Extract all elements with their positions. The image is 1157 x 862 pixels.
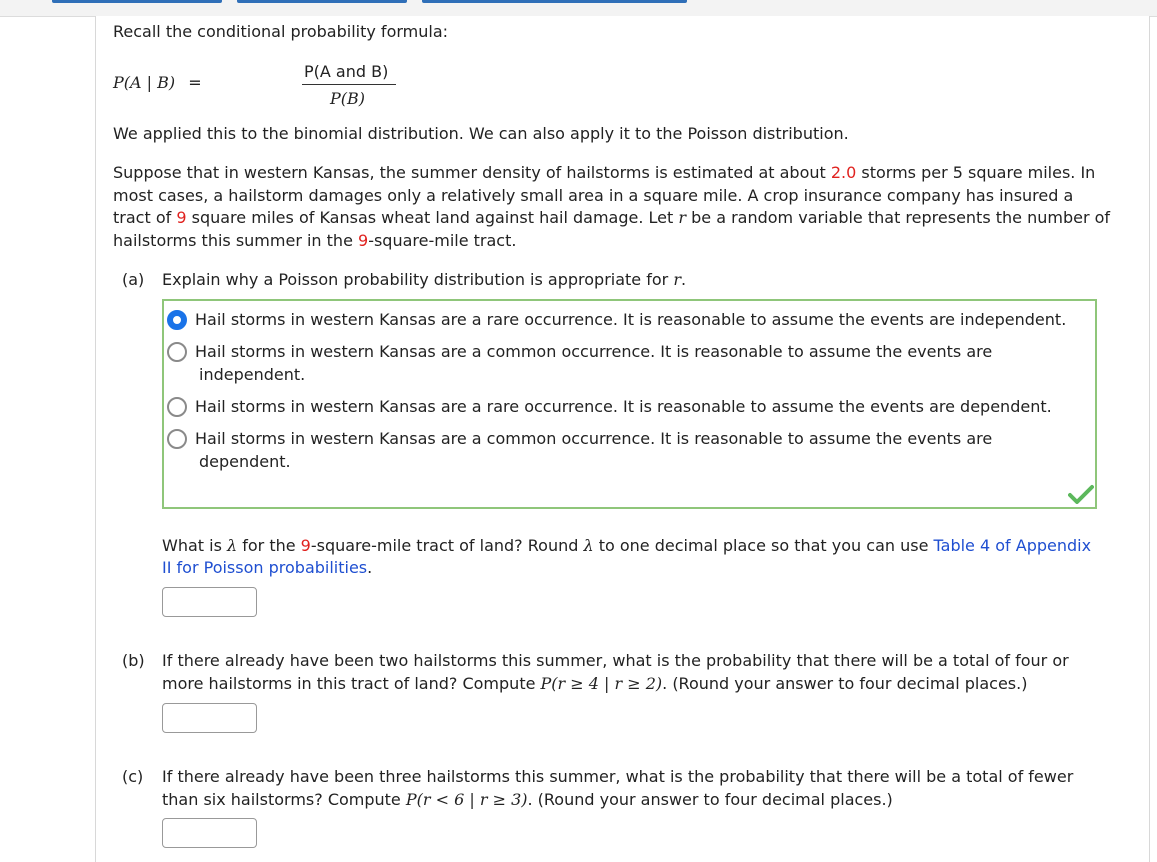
top-tab[interactable] [422,0,687,3]
appendix-link[interactable]: Table 4 of Appendix [933,536,1092,555]
part-c-line-2: than six hailstorms? Compute P(r < 6 | r ≥ 3). (Round your answer to four decimal places.) [162,790,893,809]
part-a-question: Explain why a Poisson probability distribution is appropriate for r. [162,270,687,289]
option-1-text[interactable]: Hail storms in western Kansas are a rare occurrence. It is reasonable to assume the events are independent. [195,310,1067,329]
part-b-expression: P(r ≥ 4 | r ≥ 2) [540,674,663,693]
formula-numerator: P(A and B) [304,62,389,81]
part-a-label: (a) [122,270,145,289]
part-c-expression: P(r < 6 | r ≥ 3) [405,790,528,809]
option-4-text-cont[interactable]: dependent. [199,452,291,471]
appendix-link-cont[interactable]: II for Poisson probabilities [162,558,368,577]
applied-text: We applied this to the binomial distribution. We can also apply it to the Poisson distribution. [113,124,849,143]
top-tab[interactable] [52,0,222,3]
part-b-line-2: more hailstorms in this tract of land? Compute P(r ≥ 4 | r ≥ 2). (Round your answer to four decimal places.) [162,674,1028,693]
intro-text: Recall the conditional probability formula: [113,22,449,41]
part-b-line-1: If there already have been two hailstorms this summer, what is the probability that there will be a total of four or [162,651,1069,670]
option-2-text[interactable]: Hail storms in western Kansas are a common occurrence. It is reasonable to assume the events are [195,342,993,361]
lambda-input[interactable] [162,587,257,617]
part-b-input[interactable] [162,703,257,733]
radio-option-2[interactable] [167,342,187,362]
formula-lhs-text: P(A | B) [113,73,176,92]
radio-option-4[interactable] [167,429,187,449]
formula-denominator: P(B) [330,89,366,108]
density-value: 2.0 [830,163,857,182]
part-c-line-1: If there already have been three hailstorms this summer, what is the probability that there will be a total of fewer [162,767,1074,786]
formula-equals: = [188,73,202,92]
lambda-question-line-1: What is λ for the 9-square-mile tract of land? Round λ to one decimal place so that you can use Table 4 of Appendix [162,536,1092,555]
part-c-label: (c) [122,767,144,786]
fraction-bar [302,84,396,85]
option-4-text[interactable]: Hail storms in western Kansas are a common occurrence. It is reasonable to assume the events are [195,429,993,448]
area-value: 9 [176,208,187,227]
option-3-text[interactable]: Hail storms in western Kansas are a rare occurrence. It is reasonable to assume the events are dependent. [195,397,1052,416]
radio-option-3[interactable] [167,397,187,417]
option-2-text-cont[interactable]: independent. [199,365,306,384]
checkmark-icon [1068,484,1094,504]
problem-line-3: tract of 9 square miles of Kansas wheat land against hail damage. Let r be a random variable that represents the number of [113,208,1111,227]
problem-line-1: Suppose that in western Kansas, the summer density of hailstorms is estimated at about 2.0 storms per 5 square miles. In [113,163,1096,182]
part-b-label: (b) [122,651,145,670]
lambda-question-line-2: II for Poisson probabilities. [162,558,373,577]
problem-line-4: hailstorms this summer in the 9-square-mile tract. [113,231,517,250]
radio-option-1[interactable] [167,310,187,330]
top-frame [0,0,1157,17]
problem-line-2: most cases, a hailstorm damages only a relatively small area in a square mile. A crop insurance company has insured a [113,186,1074,205]
top-tab[interactable] [237,0,407,3]
part-c-input[interactable] [162,818,257,848]
area-value: 9 [358,231,369,250]
formula-lhs [113,73,202,92]
